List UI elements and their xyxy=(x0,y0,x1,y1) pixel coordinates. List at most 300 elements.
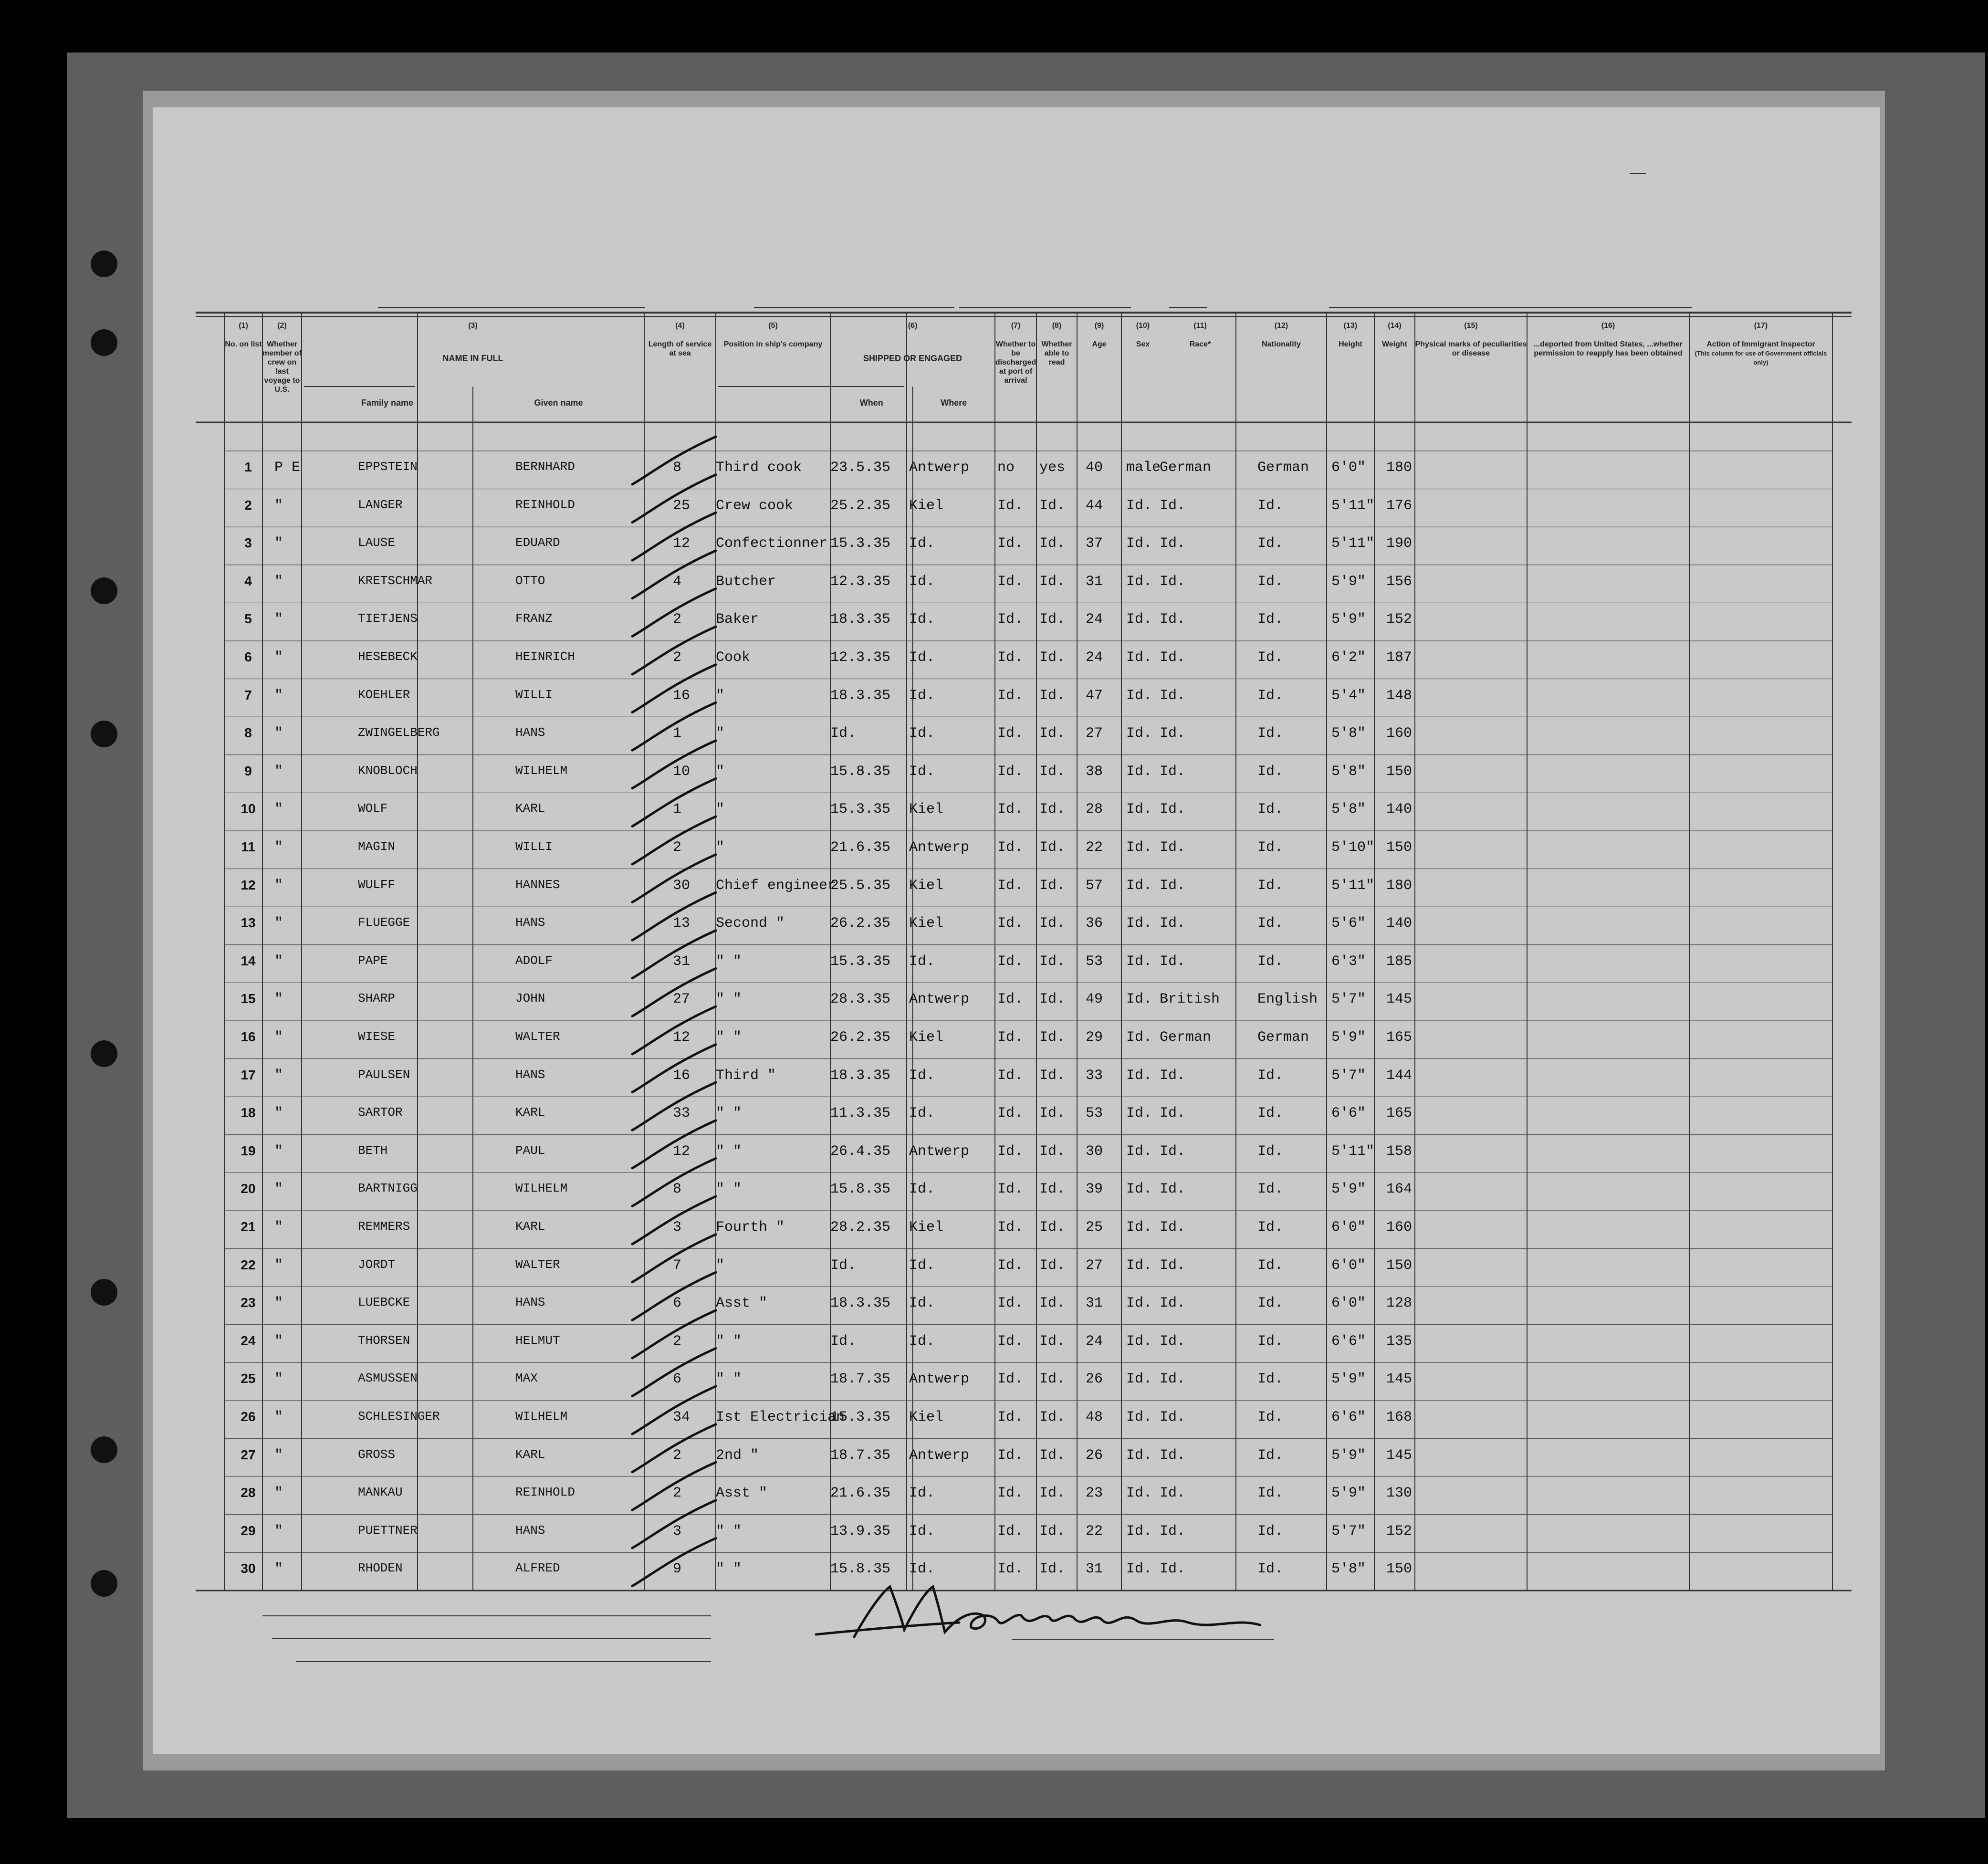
cell-where: Id. xyxy=(909,687,935,704)
cell-where: Id. xyxy=(909,725,935,742)
cell-position: Third cook xyxy=(716,460,802,476)
cell-service: 27 xyxy=(673,991,691,1008)
column-header-c9 xyxy=(1077,321,1121,349)
cell-position: Ist Electrician xyxy=(716,1409,845,1425)
cell-where: Kiel xyxy=(909,801,944,818)
cell-age: 27 xyxy=(1086,725,1103,742)
cell-family: ASMUSSEN xyxy=(358,1371,418,1386)
cell-given: FRANZ xyxy=(515,611,553,626)
cell-race: Id. xyxy=(1160,1333,1186,1350)
cell-when: 13.9.35 xyxy=(830,1523,891,1539)
cell-given: ALFRED xyxy=(515,1561,560,1576)
cell-read: yes xyxy=(1039,460,1066,476)
column-number: (11) xyxy=(1193,322,1207,330)
column-header-c4 xyxy=(644,321,716,358)
cell-service: 3 xyxy=(673,1523,682,1539)
cell-read: Id. xyxy=(1039,573,1066,590)
cell-position: Baker xyxy=(716,611,759,628)
cell-race: Id. xyxy=(1160,1257,1186,1274)
column-number: (8) xyxy=(1052,322,1062,330)
cell-discharge: Id. xyxy=(997,763,1024,780)
binder-hole xyxy=(91,577,117,604)
cell-read: Id. xyxy=(1039,1143,1066,1160)
cell-position: " " xyxy=(716,1333,742,1350)
cell-height: 6'6" xyxy=(1331,1333,1366,1350)
cell-read: Id. xyxy=(1039,839,1066,856)
cell-height: 5'9" xyxy=(1331,1371,1366,1388)
cell-discharge: no xyxy=(997,460,1015,476)
cell-discharge: Id. xyxy=(997,1409,1024,1425)
cell-nationality: German xyxy=(1257,1029,1309,1046)
cell-read: Id. xyxy=(1039,725,1066,742)
cell-discharge: Id. xyxy=(997,1485,1024,1502)
cell-when: 15.3.35 xyxy=(830,801,891,818)
cell-sex: Id. xyxy=(1126,687,1152,704)
cell-family: MAGIN xyxy=(358,839,396,854)
cell-read: Id. xyxy=(1039,1447,1066,1464)
cell-sex: Id. xyxy=(1126,1105,1152,1122)
cell-when: 15.8.35 xyxy=(830,763,891,780)
cell-when: 21.6.35 xyxy=(830,1485,891,1502)
column-number: (9) xyxy=(1094,322,1104,330)
cell-service: 6 xyxy=(673,1371,682,1388)
cell-when: Id. xyxy=(830,1333,857,1350)
row-number: 28 xyxy=(241,1485,256,1500)
row-number: 24 xyxy=(241,1333,256,1348)
cell-sex: Id. xyxy=(1126,535,1152,552)
cell-sex: Id. xyxy=(1126,1067,1152,1084)
cell-read: Id. xyxy=(1039,763,1066,780)
cell-nationality: Id. xyxy=(1257,1523,1284,1539)
cell-sex: Id. xyxy=(1126,497,1152,514)
cell-prev: P E xyxy=(274,460,301,476)
cell-height: 5'11" xyxy=(1331,1143,1375,1160)
cell-given: BERNHARD xyxy=(515,460,575,474)
cell-sex: Id. xyxy=(1126,1029,1152,1046)
cell-family: KNOBLOCH xyxy=(358,763,418,778)
cell-race: Id. xyxy=(1160,649,1186,666)
cell-read: Id. xyxy=(1039,1561,1066,1578)
cell-nationality: Id. xyxy=(1257,497,1284,514)
cell-where: Kiel xyxy=(909,877,944,894)
cell-height: 5'9" xyxy=(1331,1029,1366,1046)
cell-race: Id. xyxy=(1160,953,1186,970)
cell-position: " " xyxy=(716,1371,742,1388)
cell-weight: 185 xyxy=(1386,953,1413,970)
cell-service: 2 xyxy=(673,1333,682,1350)
cell-service: 2 xyxy=(673,839,682,856)
cell-given: HELMUT xyxy=(515,1333,560,1348)
cell-race: Id. xyxy=(1160,1067,1186,1084)
cell-family: TIETJENS xyxy=(358,611,418,626)
cell-discharge: Id. xyxy=(997,1295,1024,1312)
column-label: Height xyxy=(1339,340,1362,348)
cell-when: 15.3.35 xyxy=(830,953,891,970)
cell-weight: 128 xyxy=(1386,1295,1413,1312)
cell-where: Id. xyxy=(909,1523,935,1539)
cell-age: 53 xyxy=(1086,953,1103,970)
cell-where: Id. xyxy=(909,1181,935,1198)
cell-sex: Id. xyxy=(1126,1295,1152,1312)
cell-age: 29 xyxy=(1086,1029,1103,1046)
cell-height: 6'6" xyxy=(1331,1105,1366,1122)
cell-when: 23.5.35 xyxy=(830,460,891,476)
cell-race: Id. xyxy=(1160,1105,1186,1122)
cell-when: 18.3.35 xyxy=(830,1295,891,1312)
cell-read: Id. xyxy=(1039,535,1066,552)
column-header-c15 xyxy=(1415,321,1527,358)
cell-family: KRETSCHMAR xyxy=(358,573,433,588)
cell-weight: 160 xyxy=(1386,1219,1413,1236)
cell-read: Id. xyxy=(1039,953,1066,970)
cell-nationality: Id. xyxy=(1257,687,1284,704)
cell-family: REMMERS xyxy=(358,1219,410,1234)
cell-prev: " xyxy=(274,1143,283,1160)
cell-service: 9 xyxy=(673,1561,682,1578)
row-number: 25 xyxy=(241,1371,256,1386)
cell-given: REINHOLD xyxy=(515,1485,575,1500)
cell-position: Fourth " xyxy=(716,1219,785,1236)
cell-where: Id. xyxy=(909,1105,935,1122)
cell-race: British xyxy=(1160,991,1220,1008)
cell-prev: " xyxy=(274,915,283,932)
cell-read: Id. xyxy=(1039,1257,1066,1274)
cell-age: 39 xyxy=(1086,1181,1103,1198)
column-number: (13) xyxy=(1343,322,1358,330)
row-number: 29 xyxy=(241,1523,256,1538)
cell-given: WALTER xyxy=(515,1029,560,1044)
cell-prev: " xyxy=(274,991,283,1008)
cell-prev: " xyxy=(274,1485,283,1502)
column-subheader: When xyxy=(859,398,883,408)
cell-given: HANS xyxy=(515,725,545,740)
cell-position: Crew cook xyxy=(716,497,794,514)
cell-given: HANNES xyxy=(515,877,560,892)
cell-height: 6'2" xyxy=(1331,649,1366,666)
cell-position: Third " xyxy=(716,1067,776,1084)
cell-sex: Id. xyxy=(1126,953,1152,970)
cell-service: 8 xyxy=(673,1181,682,1198)
cell-age: 30 xyxy=(1086,1143,1103,1160)
cell-given: REINHOLD xyxy=(515,497,575,512)
cell-where: Id. xyxy=(909,953,935,970)
cell-height: 6'0" xyxy=(1331,1257,1366,1274)
cell-prev: " xyxy=(274,877,283,894)
cell-height: 5'6" xyxy=(1331,915,1366,932)
cell-given: EDUARD xyxy=(515,535,560,550)
cell-race: German xyxy=(1160,460,1212,476)
cell-prev: " xyxy=(274,1295,283,1312)
cell-discharge: Id. xyxy=(997,1257,1024,1274)
cell-where: Id. xyxy=(909,1067,935,1084)
cell-where: Id. xyxy=(909,649,935,666)
cell-prev: " xyxy=(274,573,283,590)
cell-position: " " xyxy=(716,1143,742,1160)
cell-read: Id. xyxy=(1039,1295,1066,1312)
cell-given: WILHELM xyxy=(515,1181,568,1196)
cell-race: Id. xyxy=(1160,1523,1186,1539)
cell-given: OTTO xyxy=(515,573,545,588)
cell-weight: 165 xyxy=(1386,1105,1413,1122)
cell-where: Antwerp xyxy=(909,1371,970,1388)
cell-age: 27 xyxy=(1086,1257,1103,1274)
cell-nationality: Id. xyxy=(1257,1219,1284,1236)
cell-weight: 180 xyxy=(1386,877,1413,894)
cell-sex: Id. xyxy=(1126,1485,1152,1502)
cell-service: 25 xyxy=(673,497,691,514)
cell-when: 12.3.35 xyxy=(830,649,891,666)
cell-age: 24 xyxy=(1086,1333,1103,1350)
cell-discharge: Id. xyxy=(997,497,1024,514)
binder-hole xyxy=(91,1279,117,1306)
cell-height: 5'7" xyxy=(1331,1067,1366,1084)
cell-age: 44 xyxy=(1086,497,1103,514)
cell-position: " " xyxy=(716,1523,742,1539)
cell-prev: " xyxy=(274,1561,283,1578)
column-header-c7 xyxy=(995,321,1036,385)
cell-when: Id. xyxy=(830,1257,857,1274)
cell-family: PAPE xyxy=(358,953,388,968)
cell-prev: " xyxy=(274,839,283,856)
cell-given: WILHELM xyxy=(515,1409,568,1424)
inspector-signature xyxy=(806,1577,1308,1654)
column-header-c12 xyxy=(1236,321,1327,349)
cell-nationality: Id. xyxy=(1257,1295,1284,1312)
column-label: Sex xyxy=(1136,340,1150,348)
cell-position: Second " xyxy=(716,915,785,932)
cell-when: 15.3.35 xyxy=(830,535,891,552)
cell-age: 36 xyxy=(1086,915,1103,932)
cell-sex: Id. xyxy=(1126,611,1152,628)
row-number: 17 xyxy=(241,1067,256,1082)
column-number: (15) xyxy=(1464,322,1478,330)
cell-when: 18.7.35 xyxy=(830,1371,891,1388)
cell-service: 1 xyxy=(673,725,682,742)
cell-nationality: Id. xyxy=(1257,1371,1284,1388)
row-number: 14 xyxy=(241,953,256,968)
row-number: 21 xyxy=(241,1219,256,1234)
cell-family: BARTNIGG xyxy=(358,1181,418,1196)
column-header-c10 xyxy=(1121,321,1164,349)
cell-race: Id. xyxy=(1160,1485,1186,1502)
cell-sex: Id. xyxy=(1126,1181,1152,1198)
cell-sex: Id. xyxy=(1126,1371,1152,1388)
cell-height: 6'6" xyxy=(1331,1409,1366,1425)
cell-position: 2nd " xyxy=(716,1447,759,1464)
cell-prev: " xyxy=(274,1257,283,1274)
cell-weight: 176 xyxy=(1386,497,1413,514)
cell-service: 4 xyxy=(673,573,682,590)
cell-family: SARTOR xyxy=(358,1105,403,1120)
cell-height: 5'4" xyxy=(1331,687,1366,704)
column-number: (10) xyxy=(1136,322,1150,330)
cell-read: Id. xyxy=(1039,1067,1066,1084)
cell-weight: 140 xyxy=(1386,801,1413,818)
cell-when: 12.3.35 xyxy=(830,573,891,590)
cell-service: 33 xyxy=(673,1105,691,1122)
cell-age: 24 xyxy=(1086,649,1103,666)
column-subheader: Given name xyxy=(534,398,583,408)
cell-discharge: Id. xyxy=(997,915,1024,932)
cell-age: 49 xyxy=(1086,991,1103,1008)
cell-race: Id. xyxy=(1160,611,1186,628)
cell-prev: " xyxy=(274,1067,283,1084)
cell-sex: Id. xyxy=(1126,1143,1152,1160)
column-header-c1 xyxy=(224,321,262,349)
cell-weight: 130 xyxy=(1386,1485,1413,1502)
cell-discharge: Id. xyxy=(997,573,1024,590)
cell-height: 6'0" xyxy=(1331,1295,1366,1312)
cell-weight: 145 xyxy=(1386,991,1413,1008)
cell-weight: 180 xyxy=(1386,460,1413,476)
cell-family: ZWINGELBERG xyxy=(358,725,440,740)
cell-service: 12 xyxy=(673,1029,691,1046)
cell-where: Kiel xyxy=(909,1409,944,1425)
cell-given: WILLI xyxy=(515,687,553,702)
cell-given: KARL xyxy=(515,1447,545,1462)
cell-position: " xyxy=(716,725,725,742)
cell-when: 18.3.35 xyxy=(830,687,891,704)
cell-sex: Id. xyxy=(1126,1333,1152,1350)
cell-where: Kiel xyxy=(909,497,944,514)
cell-family: SCHLESINGER xyxy=(358,1409,440,1424)
cell-sex: Id. xyxy=(1126,1409,1152,1425)
cell-race: Id. xyxy=(1160,1143,1186,1160)
cell-age: 22 xyxy=(1086,1523,1103,1539)
cell-where: Kiel xyxy=(909,915,944,932)
cell-race: Id. xyxy=(1160,839,1186,856)
cell-where: Antwerp xyxy=(909,460,970,476)
cell-age: 38 xyxy=(1086,763,1103,780)
cell-race: Id. xyxy=(1160,497,1186,514)
cell-discharge: Id. xyxy=(997,725,1024,742)
cell-family: WIESE xyxy=(358,1029,396,1044)
column-label: No. on list xyxy=(225,340,262,348)
cell-where: Id. xyxy=(909,1561,935,1578)
cell-race: Id. xyxy=(1160,763,1186,780)
cell-race: Id. xyxy=(1160,1181,1186,1198)
cell-family: MANKAU xyxy=(358,1485,403,1500)
cell-discharge: Id. xyxy=(997,1105,1024,1122)
cell-read: Id. xyxy=(1039,1523,1066,1539)
cell-family: WOLF xyxy=(358,801,388,816)
cell-when: 18.3.35 xyxy=(830,611,891,628)
cell-service: 2 xyxy=(673,611,682,628)
cell-service: 30 xyxy=(673,877,691,894)
cell-family: THORSEN xyxy=(358,1333,410,1348)
cell-service: 31 xyxy=(673,953,691,970)
cell-height: 5'9" xyxy=(1331,1485,1366,1502)
cell-race: Id. xyxy=(1160,877,1186,894)
column-label: Action of Immigrant Inspector xyxy=(1706,340,1815,348)
cell-discharge: Id. xyxy=(997,1333,1024,1350)
cell-nationality: Id. xyxy=(1257,725,1284,742)
cell-sex: Id. xyxy=(1126,763,1152,780)
cell-nationality: Id. xyxy=(1257,1143,1284,1160)
cell-family: PAULSEN xyxy=(358,1067,410,1082)
column-label: Position in ship's company xyxy=(723,340,823,348)
cell-prev: " xyxy=(274,535,283,552)
cell-discharge: Id. xyxy=(997,687,1024,704)
column-header-c14 xyxy=(1374,321,1415,349)
cell-sex: Id. xyxy=(1126,1561,1152,1578)
cell-age: 26 xyxy=(1086,1447,1103,1464)
cell-age: 26 xyxy=(1086,1371,1103,1388)
cell-given: ADOLF xyxy=(515,953,553,968)
cell-where: Id. xyxy=(909,763,935,780)
cell-height: 5'7" xyxy=(1331,1523,1366,1539)
cell-service: 12 xyxy=(673,535,691,552)
cell-position: Asst " xyxy=(716,1485,768,1502)
column-header-c13 xyxy=(1327,321,1374,349)
cell-sex: Id. xyxy=(1126,1257,1152,1274)
column-label: Race* xyxy=(1189,340,1211,348)
cell-given: MAX xyxy=(515,1371,538,1386)
column-number: (16) xyxy=(1601,322,1615,330)
cell-age: 24 xyxy=(1086,611,1103,628)
cell-age: 40 xyxy=(1086,460,1103,476)
column-label: Whether to be discharged at port of arrival xyxy=(995,340,1036,385)
cell-age: 23 xyxy=(1086,1485,1103,1502)
cell-family: LAUSE xyxy=(358,535,396,550)
cell-nationality: Id. xyxy=(1257,1181,1284,1198)
cell-age: 22 xyxy=(1086,839,1103,856)
cell-family: JORDT xyxy=(358,1257,396,1272)
row-number: 22 xyxy=(241,1257,256,1272)
cell-nationality: Id. xyxy=(1257,1409,1284,1425)
cell-age: 47 xyxy=(1086,687,1103,704)
cell-prev: " xyxy=(274,1219,283,1236)
cell-when: 15.8.35 xyxy=(830,1561,891,1578)
cell-nationality: Id. xyxy=(1257,915,1284,932)
cell-nationality: Id. xyxy=(1257,801,1284,818)
cell-discharge: Id. xyxy=(997,1029,1024,1046)
cell-read: Id. xyxy=(1039,649,1066,666)
cell-discharge: Id. xyxy=(997,1371,1024,1388)
cell-read: Id. xyxy=(1039,801,1066,818)
cell-height: 5'10" xyxy=(1331,839,1375,856)
column-label: Age xyxy=(1092,340,1107,348)
cell-height: 5'8" xyxy=(1331,725,1366,742)
cell-when: 21.6.35 xyxy=(830,839,891,856)
cell-given: JOHN xyxy=(515,991,545,1006)
cell-where: Antwerp xyxy=(909,1447,970,1464)
cell-sex: Id. xyxy=(1126,573,1152,590)
cell-nationality: Id. xyxy=(1257,1067,1284,1084)
cell-race: Id. xyxy=(1160,535,1186,552)
cell-weight: 190 xyxy=(1386,535,1413,552)
cell-read: Id. xyxy=(1039,1105,1066,1122)
cell-position: " xyxy=(716,839,725,856)
cell-discharge: Id. xyxy=(997,801,1024,818)
cell-given: WALTER xyxy=(515,1257,560,1272)
cell-discharge: Id. xyxy=(997,877,1024,894)
cell-age: 28 xyxy=(1086,801,1103,818)
line-underline xyxy=(262,1615,711,1616)
cell-prev: " xyxy=(274,611,283,628)
row-number: 27 xyxy=(241,1447,256,1462)
cell-height: 5'9" xyxy=(1331,1447,1366,1464)
column-number: (6) xyxy=(908,322,918,330)
row-number: 23 xyxy=(241,1295,256,1310)
cell-prev: " xyxy=(274,1523,283,1539)
binder-hole xyxy=(91,1040,117,1067)
cell-sex: Id. xyxy=(1126,877,1152,894)
row-number: 11 xyxy=(241,839,255,854)
cell-when: 28.2.35 xyxy=(830,1219,891,1236)
cell-weight: 150 xyxy=(1386,763,1413,780)
cell-discharge: Id. xyxy=(997,535,1024,552)
